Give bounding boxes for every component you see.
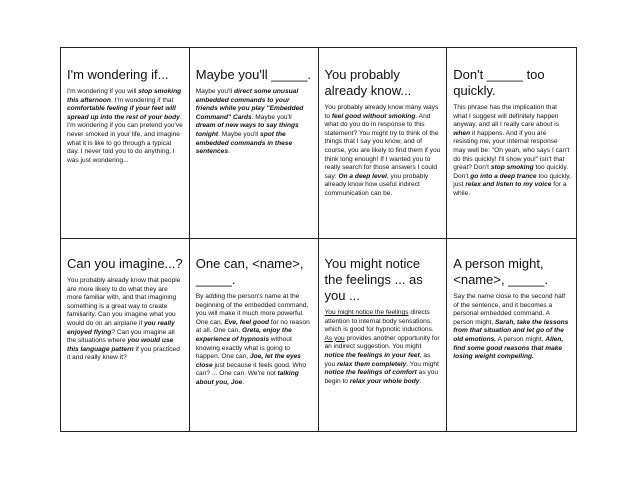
body-text-segment: relax your whole body xyxy=(349,377,420,385)
card-body xyxy=(453,293,571,362)
card xyxy=(319,239,448,431)
body-text-segment: . xyxy=(242,378,245,386)
body-text-segment: for no reason at all. One can, xyxy=(195,318,310,335)
body-text-segment: dream of new ways to say things tonight xyxy=(195,122,299,138)
body-text-segment: direct some unusual embedded commands to your friends while you play "Embedded Command" Cards xyxy=(195,88,304,121)
body-text-segment: A person might, xyxy=(496,335,546,343)
card xyxy=(190,239,319,431)
body-text-segment: notice the feelings of comfort xyxy=(324,369,417,377)
card-title: Can you imagine...? xyxy=(67,256,183,271)
body-text-segment: . xyxy=(419,377,422,385)
body-text-segment: . Maybe you'll xyxy=(218,130,261,138)
card xyxy=(447,48,576,239)
body-text-segment: By adding the person's name at the beginning of the embedded command, you will make it much more powerful. One can, xyxy=(195,293,309,326)
body-text-segment: go into a deep trance xyxy=(470,172,537,180)
body-text-segment: provides another opportunity for an indirect suggestion. You might xyxy=(324,334,440,351)
body-text-segment: Maybe you'll xyxy=(195,88,235,95)
card xyxy=(319,48,448,239)
body-text-segment: . Maybe you'll xyxy=(251,113,292,121)
body-text-segment: relax and listen to my voice xyxy=(465,181,552,189)
body-text-segment: relax them completely xyxy=(336,360,407,368)
body-text-segment: You might notice the feelings xyxy=(324,309,409,316)
body-text-segment: Say the name close to the second half of the sentence, and it becomes a personal embedded command. A person might, xyxy=(453,293,566,326)
body-text-segment: you really enjoyed flying xyxy=(67,319,175,336)
card-body xyxy=(325,309,442,386)
card xyxy=(61,48,190,239)
card xyxy=(190,48,319,239)
body-text-segment: Joe, let the eyes close xyxy=(195,353,301,369)
body-text-segment: Sarah, take the lessons from that situation and let go of the old emotions. xyxy=(453,318,569,343)
body-text-segment: Allen, find some good reasons that make losing weight compelling. xyxy=(453,335,564,361)
card-body xyxy=(67,277,184,363)
body-text-segment: if you practiced it and really knew it? xyxy=(67,345,180,362)
card-body xyxy=(196,293,313,388)
body-text-segment: . xyxy=(228,148,230,156)
body-text-segment: You probably already know many ways to xyxy=(324,104,439,120)
body-text-segment: too quickly, just xyxy=(453,172,571,189)
body-text-segment: talking about you, Joe xyxy=(195,370,299,386)
body-text-segment: This phrase has the implication that what I suggest will definitely happen anyway, and all I really care about is xyxy=(453,104,560,129)
body-text-segment: . And what do you do in response to this statement? You might try to think of the things that I say you know, and of course, you are likely to find them if you think long enough! If I wanted you to really search for those answers I could say: xyxy=(324,112,441,180)
body-text-segment: feel good without smoking xyxy=(331,112,416,120)
card-title: One can, <name>, _____. xyxy=(195,256,304,287)
card-grid xyxy=(60,47,577,432)
body-text-segment: without knowing exactly what is going to happen. One can, xyxy=(195,335,292,361)
body-text-segment: , as you xyxy=(324,351,431,368)
body-text-segment: As you xyxy=(324,334,345,342)
card-title: I'm wondering if... xyxy=(67,67,169,82)
card-body xyxy=(325,104,442,199)
card xyxy=(61,239,190,431)
card-body xyxy=(453,104,571,199)
card-title: Maybe you'll _____. xyxy=(195,67,311,82)
body-text-segment: . I'm wondering if that xyxy=(110,96,174,104)
body-text-segment: On a deep level xyxy=(338,172,387,180)
card-body xyxy=(67,88,184,165)
body-text-segment: as you begin to xyxy=(324,369,439,385)
body-text-segment: when xyxy=(453,129,471,137)
body-text-segment: ? Can you imagine all the situations where xyxy=(67,328,175,345)
card-title: Don't _____ too quickly. xyxy=(453,67,545,98)
card xyxy=(447,239,576,431)
body-text-segment: notice the feelings in your feet xyxy=(324,351,420,359)
body-text-segment: directs attention to internal body sensations, which is good for hypnotic inductions. xyxy=(324,309,434,334)
card-title: You might notice the feelings ... as you ... xyxy=(324,256,423,303)
body-text-segment: , you probably already know how useful indirect communication can be. xyxy=(324,172,429,197)
body-text-segment: just because it feels good. Who can? ... One can. We're not xyxy=(195,361,307,378)
body-text-segment: . You might xyxy=(406,360,439,368)
body-text-segment: too quickly. Don't xyxy=(453,164,569,180)
body-text-segment: You probably already know that people are more likely to do what they are more familiar with, and that imagining something is a great way to create familiarity. Can you imagine what you would do on an airplane if xyxy=(67,277,181,327)
card-title: You probably already know... xyxy=(324,67,412,98)
body-text-segment: I'm wondering if you will xyxy=(67,88,139,95)
body-text-segment: . I'm wondering if you can pretend you've never smoked in your life, and imagine what it is like to go through a typical day. I never told you to do anything, I was just wondering... xyxy=(67,113,183,164)
body-text-segment: stop smoking xyxy=(490,164,534,172)
body-text-segment: Greta, enjoy the experience of hypnosis xyxy=(195,327,292,343)
body-text-segment: you would use this language pattern xyxy=(67,337,174,353)
card-body xyxy=(196,88,313,157)
body-text-segment: spot the embedded commands in these sentences xyxy=(195,130,293,156)
body-text-segment: it happens. And if you are resisting me, your internal response may well be: "Oh yeah, who says I can't do this quickly! I'll show you!" isn't that great? Don't xyxy=(453,129,570,172)
card-title: A person might, <name>, _____. xyxy=(453,256,548,287)
body-text-segment: comfortable feeling if your feet will spread up into the rest of your body xyxy=(67,105,180,121)
body-text-segment: stop smoking this afternoon xyxy=(67,88,182,104)
body-text-segment: Eve, feel good xyxy=(224,318,270,326)
body-text-segment: for a while. xyxy=(453,181,567,197)
